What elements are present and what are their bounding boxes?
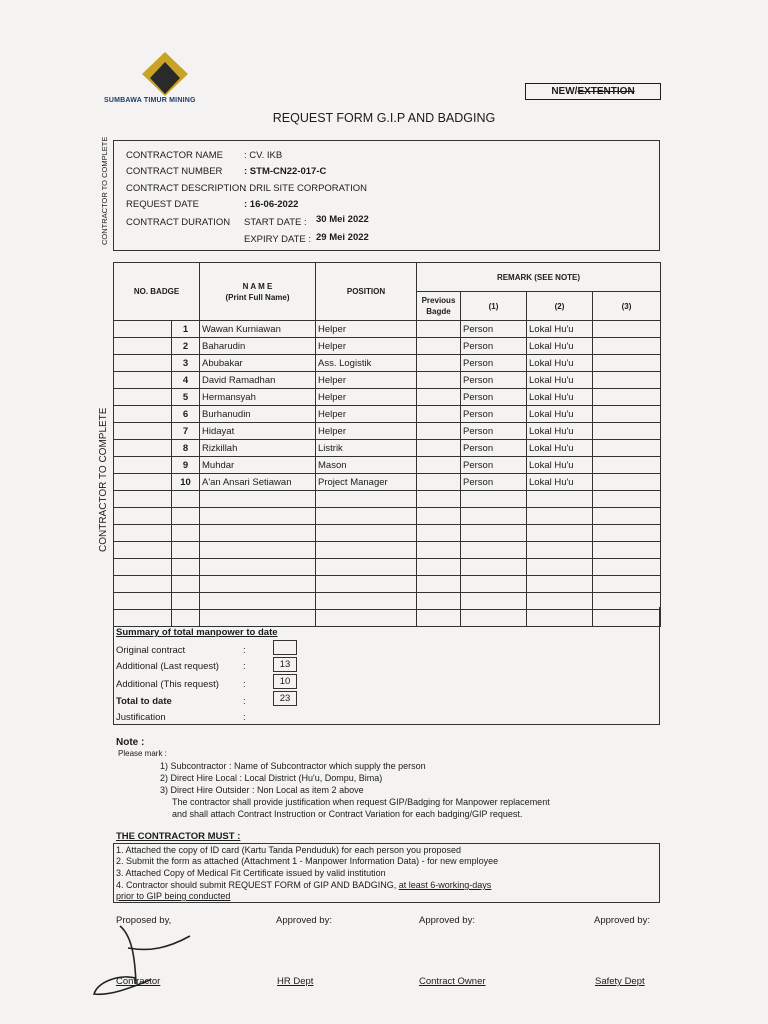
remark-1-cell[interactable]: Person [461,355,527,372]
note-line-2: 2) Direct Hire Local : Local District (Hu'u, Dompu, Bima) [160,773,383,783]
remark-1-cell[interactable]: Person [461,338,527,355]
must-line-3: 3. Attached Copy of Medical Fit Certificate issued by valid institution [116,868,386,878]
employee-position[interactable]: Helper [316,406,417,423]
table-row [114,542,661,559]
employee-name[interactable]: Hidayat [200,423,316,440]
employee-name[interactable]: Abubakar [200,355,316,372]
table-row [114,355,661,372]
badge-cell[interactable] [114,457,172,474]
row-number[interactable]: 4 [172,372,200,389]
header-remark-1: (1) [461,292,527,321]
row-number[interactable] [172,576,200,593]
previous-badge-cell[interactable] [417,389,461,406]
hr-dept-label: HR Dept [277,976,314,987]
remark-1-cell[interactable] [461,508,527,525]
row-number[interactable] [172,542,200,559]
note-line-5: and shall attach Contract Instruction or Contract Variation for each badging/GIP request. [172,809,523,819]
employee-position[interactable] [316,576,417,593]
previous-badge-cell[interactable] [417,474,461,491]
contractor-label: Contractor [116,976,161,987]
employee-position[interactable]: Ass. Logistik [316,355,417,372]
remark-3-cell[interactable] [593,525,661,542]
row-number[interactable]: 1 [172,321,200,338]
colon: : [243,696,246,707]
employee-position[interactable]: Helper [316,321,417,338]
remark-3-cell[interactable] [593,406,661,423]
remark-2-cell[interactable]: Lokal Hu'u [527,474,593,491]
badge-cell[interactable] [114,559,172,576]
contract-owner-label: Contract Owner [419,976,486,987]
safety-dept-label: Safety Dept [595,976,645,987]
header-previous-line1: Previous [421,296,456,305]
employee-name[interactable]: Muhdar [200,457,316,474]
summary-this-value[interactable]: 10 [273,674,297,689]
table-row [114,389,661,406]
remark-3-cell[interactable] [593,491,661,508]
row-number[interactable]: 8 [172,440,200,457]
remark-1-cell[interactable] [461,576,527,593]
badge-cell[interactable] [114,338,172,355]
employee-position[interactable]: Mason [316,457,417,474]
status-extention: EXTENTION [577,86,635,97]
table-row [114,491,661,508]
remark-2-cell[interactable] [527,542,593,559]
contract-description-label: CONTRACT DESCRIPTION [126,183,247,194]
table-header-row [114,263,661,292]
employee-name[interactable] [200,559,316,576]
remark-2-cell[interactable]: Lokal Hu'u [527,338,593,355]
header-name [200,263,316,321]
remark-3-cell[interactable] [593,576,661,593]
row-number[interactable] [172,508,200,525]
remark-1-cell[interactable]: Person [461,474,527,491]
remark-3-cell[interactable] [593,559,661,576]
badge-cell[interactable] [114,406,172,423]
row-number[interactable] [172,525,200,542]
employee-position[interactable] [316,542,417,559]
table-row [114,457,661,474]
previous-badge-cell[interactable] [417,491,461,508]
contractor-must-title: THE CONTRACTOR MUST : [116,831,241,842]
note-line-4: The contractor shall provide justification when request GIP/Badging for Manpower replacement [172,797,550,807]
row-number[interactable]: 3 [172,355,200,372]
employee-name[interactable] [200,491,316,508]
must-line-2: 2. Submit the form as attached (Attachment 1 - Manpower Information Data) - for new employee [116,856,499,866]
row-number[interactable] [172,491,200,508]
colon: : [243,645,246,656]
previous-badge-cell[interactable] [417,338,461,355]
must-line-5: prior to GIP being conducted [116,891,231,901]
employee-position[interactable]: Project Manager [316,474,417,491]
summary-original-label: Original contract [116,645,186,656]
employee-name[interactable]: Rizkillah [200,440,316,457]
employee-name[interactable] [200,542,316,559]
table-row [114,559,661,576]
employee-name[interactable]: David Ramadhan [200,372,316,389]
remark-3-cell[interactable] [593,372,661,389]
remark-2-cell[interactable] [527,491,593,508]
remark-1-cell[interactable] [461,491,527,508]
note-title: Note : [116,737,145,748]
previous-badge-cell[interactable] [417,406,461,423]
start-date-label: START DATE : [244,217,307,228]
table-row [114,338,661,355]
remark-1-cell[interactable]: Person [461,389,527,406]
summary-total-value[interactable]: 23 [273,691,297,706]
badge-cell[interactable] [114,389,172,406]
remark-1-cell[interactable]: Person [461,321,527,338]
summary-original-value[interactable] [273,640,297,655]
remark-2-cell[interactable]: Lokal Hu'u [527,321,593,338]
status-new: NEW/ [551,86,578,97]
employee-name[interactable]: Wawan Kurniawan [200,321,316,338]
header-name-line2: (Print Full Name) [225,292,290,302]
employee-position[interactable]: Helper [316,389,417,406]
row-number[interactable]: 5 [172,389,200,406]
header-remark-3: (3) [593,292,661,321]
employee-name[interactable]: A'an Ansari Setiawan [200,474,316,491]
badge-cell[interactable] [114,440,172,457]
colon: : [243,712,246,723]
employee-position[interactable]: Helper [316,372,417,389]
remark-2-cell[interactable]: Lokal Hu'u [527,457,593,474]
contractor-signature [90,918,210,1002]
employee-position[interactable] [316,525,417,542]
badge-cell[interactable] [114,372,172,389]
employee-position[interactable]: Helper [316,338,417,355]
remark-3-cell[interactable] [593,389,661,406]
header-remark: REMARK (SEE NOTE) [417,263,661,292]
remark-2-cell[interactable]: Lokal Hu'u [527,406,593,423]
table-row [114,576,661,593]
remark-3-cell[interactable] [593,508,661,525]
request-date-value: : 16-06-2022 [244,199,299,210]
row-number[interactable]: 6 [172,406,200,423]
summary-this-label: Additional (This request) [116,679,219,690]
previous-badge-cell[interactable] [417,542,461,559]
previous-badge-cell[interactable] [417,372,461,389]
contractor-name-value: : CV. IKB [244,150,283,161]
remark-3-cell[interactable] [593,321,661,338]
remark-1-cell[interactable]: Person [461,372,527,389]
header-no-badge: NO. BADGE [114,263,200,321]
employee-name[interactable] [200,525,316,542]
side-label-table: CONTRACTOR TO COMPLETE [98,407,109,552]
remark-2-cell[interactable]: Lokal Hu'u [527,423,593,440]
remark-3-cell[interactable] [593,355,661,372]
remark-3-cell[interactable] [593,423,661,440]
employee-name[interactable] [200,508,316,525]
employee-position[interactable] [316,491,417,508]
employee-name[interactable]: Burhanudin [200,406,316,423]
note-line-1: 1) Subcontractor : Name of Subcontractor which supply the person [160,761,426,771]
remark-3-cell[interactable] [593,474,661,491]
header-previous-line2: Bagde [426,307,451,316]
employee-position[interactable] [316,559,417,576]
note-please-mark: Please mark : [118,749,167,758]
header-name-line1: N A M E [242,281,273,291]
employee-position[interactable] [316,508,417,525]
employee-position[interactable]: Listrik [316,440,417,457]
company-logo [140,50,190,100]
remark-3-cell[interactable] [593,457,661,474]
previous-badge-cell[interactable] [417,457,461,474]
contract-duration-label: CONTRACT DURATION [126,217,231,228]
badge-cell[interactable] [114,576,172,593]
header-previous-badge [417,292,461,321]
badge-cell[interactable] [114,491,172,508]
employee-name[interactable] [200,576,316,593]
must-line-4 [116,880,491,890]
table-row [114,525,661,542]
company-name: SUMBAWA TIMUR MINING [104,97,196,104]
badge-cell[interactable] [114,542,172,559]
remark-2-cell[interactable]: Lokal Hu'u [527,440,593,457]
table-row [114,406,661,423]
table-row [114,423,661,440]
remark-2-cell[interactable] [527,525,593,542]
previous-badge-cell[interactable] [417,576,461,593]
request-date-label: REQUEST DATE [126,199,200,210]
row-number[interactable] [172,559,200,576]
colon: : [243,679,246,690]
previous-badge-cell[interactable] [417,525,461,542]
table-row [114,440,661,457]
remark-1-cell[interactable]: Person [461,423,527,440]
previous-badge-cell[interactable] [417,559,461,576]
row-number[interactable]: 10 [172,474,200,491]
contract-description-value: : DRIL SITE CORPORATION [244,183,367,194]
previous-badge-cell[interactable] [417,423,461,440]
table-row [114,321,661,338]
expiry-date-label: EXPIRY DATE : [244,234,312,245]
badge-cell[interactable] [114,423,172,440]
summary-title: Summary of total manpower to date [116,627,278,638]
badge-cell[interactable] [114,321,172,338]
badge-cell[interactable] [114,525,172,542]
remark-3-cell[interactable] [593,440,661,457]
expiry-date-value: 29 Mei 2022 [316,232,369,243]
contract-number-value: : STM-CN22-017-C [244,166,327,177]
remark-1-cell[interactable] [461,559,527,576]
contractor-name-label: CONTRACTOR NAME [126,150,223,161]
remark-1-cell[interactable] [461,525,527,542]
table-row [114,474,661,491]
remark-3-cell[interactable] [593,338,661,355]
badge-cell[interactable] [114,355,172,372]
summary-last-value[interactable]: 13 [273,657,297,672]
previous-badge-cell[interactable] [417,321,461,338]
status-box [525,83,661,100]
employee-name[interactable]: Hermansyah [200,389,316,406]
previous-badge-cell[interactable] [417,508,461,525]
contract-number-label: CONTRACT NUMBER [126,166,223,177]
remark-1-cell[interactable]: Person [461,457,527,474]
proposed-by-label: Proposed by, [116,915,172,926]
approved-by-safety-label: Approved by: [594,915,650,926]
employee-position[interactable]: Helper [316,423,417,440]
remark-2-cell[interactable]: Lokal Hu'u [527,372,593,389]
remark-1-cell[interactable]: Person [461,440,527,457]
start-date-value: 30 Mei 2022 [316,214,369,225]
summary-total-label: Total to date [116,696,172,707]
remark-1-cell[interactable]: Person [461,406,527,423]
approved-by-owner-label: Approved by: [419,915,475,926]
header-position: POSITION [316,263,417,321]
employee-name[interactable]: Baharudin [200,338,316,355]
side-label-top: CONTRACTOR TO COMPLETE [100,136,109,245]
remark-2-cell[interactable]: Lokal Hu'u [527,355,593,372]
remark-2-cell[interactable] [527,559,593,576]
must-line-4-text: 4. Contractor should submit REQUEST FORM of GIP AND BADGING, [116,880,399,890]
remark-2-cell[interactable] [527,576,593,593]
summary-justification-label: Justification [116,712,166,723]
remark-2-cell[interactable] [527,508,593,525]
page-title: REQUEST FORM G.I.P AND BADGING [272,111,496,125]
previous-badge-cell[interactable] [417,355,461,372]
colon: : [243,661,246,672]
row-number[interactable]: 2 [172,338,200,355]
must-line-4-deadline: at least 6-working-days [398,880,492,890]
badge-table [113,262,661,627]
remark-1-cell[interactable] [461,542,527,559]
table-row [114,508,661,525]
note-line-3: 3) Direct Hire Outsider : Non Local as item 2 above [160,785,364,795]
header-remark-2: (2) [527,292,593,321]
summary-last-label: Additional (Last request) [116,661,219,672]
must-line-1: 1. Attached the copy of ID card (Kartu Tanda Penduduk) for each person you proposed [116,845,462,855]
remark-2-cell[interactable]: Lokal Hu'u [527,389,593,406]
badge-cell[interactable] [114,474,172,491]
row-number[interactable]: 9 [172,457,200,474]
row-number[interactable]: 7 [172,423,200,440]
remark-3-cell[interactable] [593,542,661,559]
table-row [114,372,661,389]
badge-cell[interactable] [114,508,172,525]
approved-by-hr-label: Approved by: [276,915,332,926]
previous-badge-cell[interactable] [417,440,461,457]
